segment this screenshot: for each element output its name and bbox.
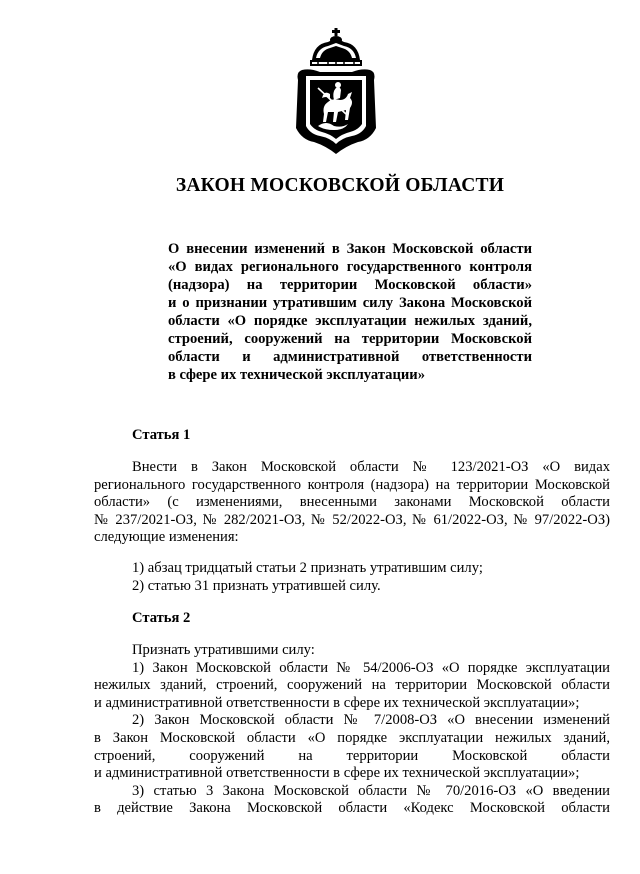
moscow-oblast-coat-of-arms-icon: [288, 28, 384, 158]
article-2-line: в действие Закона Московской области «Кодекс Московской области: [94, 800, 610, 817]
article-1-line: № 237/2021-ОЗ, № 282/2021-ОЗ, № 52/2022-ОЗ, № 61/2022-ОЗ, № 97/2022-ОЗ): [94, 511, 610, 528]
article-2-line: и административной ответственности в сфере их технической эксплуатации»;: [94, 694, 580, 711]
document-subject: [168, 240, 532, 384]
article-1-line: регионального государственного контроля (надзора) на территории Московской: [94, 476, 610, 493]
article-1-items: [94, 560, 610, 595]
article-2-line: и административной ответственности в сфере их технической эксплуатации»;: [94, 765, 580, 782]
article-2-body: [94, 642, 610, 818]
subject-line: в сфере их технической эксплуатации»: [168, 367, 426, 383]
subject-line: строений, сооружений на территории Московской: [168, 331, 532, 347]
article-2-intro: Признать утратившими силу:: [132, 642, 315, 658]
article-1-item: 1) абзац тридцатый статьи 2 признать утратившим силу;: [132, 560, 483, 576]
article-2-line: нежилых зданий, строений, сооружений на территории Московской области: [94, 677, 610, 694]
article-2-heading: Статья 2: [132, 610, 191, 626]
subject-line: области и административной ответственности: [168, 349, 532, 365]
article-1-heading: Статья 1: [132, 427, 191, 443]
article-1-line: Внести в Закон Московской области № 123/2021-ОЗ «О видах: [132, 459, 610, 475]
subject-line: (надзора) на территории Московской области»: [168, 277, 532, 293]
article-1-line: области» (с изменениями, внесенными законами Московской области: [94, 494, 610, 511]
article-2-line: 3) статью 3 Закона Московской области № 70/2016-ОЗ «О введении: [132, 782, 610, 799]
article-2-line: в Закон Московской области «О порядке эксплуатации нежилых зданий,: [94, 729, 610, 746]
article-1-intro: [94, 459, 610, 547]
article-2-line: 1) Закон Московской области № 54/2006-ОЗ «О порядке эксплуатации: [132, 659, 610, 676]
subject-line: области «О порядке эксплуатации нежилых зданий,: [168, 313, 532, 329]
document-title: ЗАКОН МОСКОВСКОЙ ОБЛАСТИ: [175, 175, 505, 196]
article-2-line: 2) Закон Московской области № 7/2008-ОЗ «О внесении изменений: [132, 712, 610, 729]
subject-line: и о признании утратившим силу Закона Московской: [168, 295, 532, 311]
article-1-line: следующие изменения:: [94, 529, 239, 546]
article-1-item: 2) статью 31 признать утратившей силу.: [132, 577, 381, 594]
article-2-line: строений, сооружений на территории Московской области: [94, 747, 610, 764]
subject-line: «О видах регионального государственного контроля: [168, 259, 532, 275]
subject-line: О внесении изменений в Закон Московской области: [168, 241, 532, 257]
